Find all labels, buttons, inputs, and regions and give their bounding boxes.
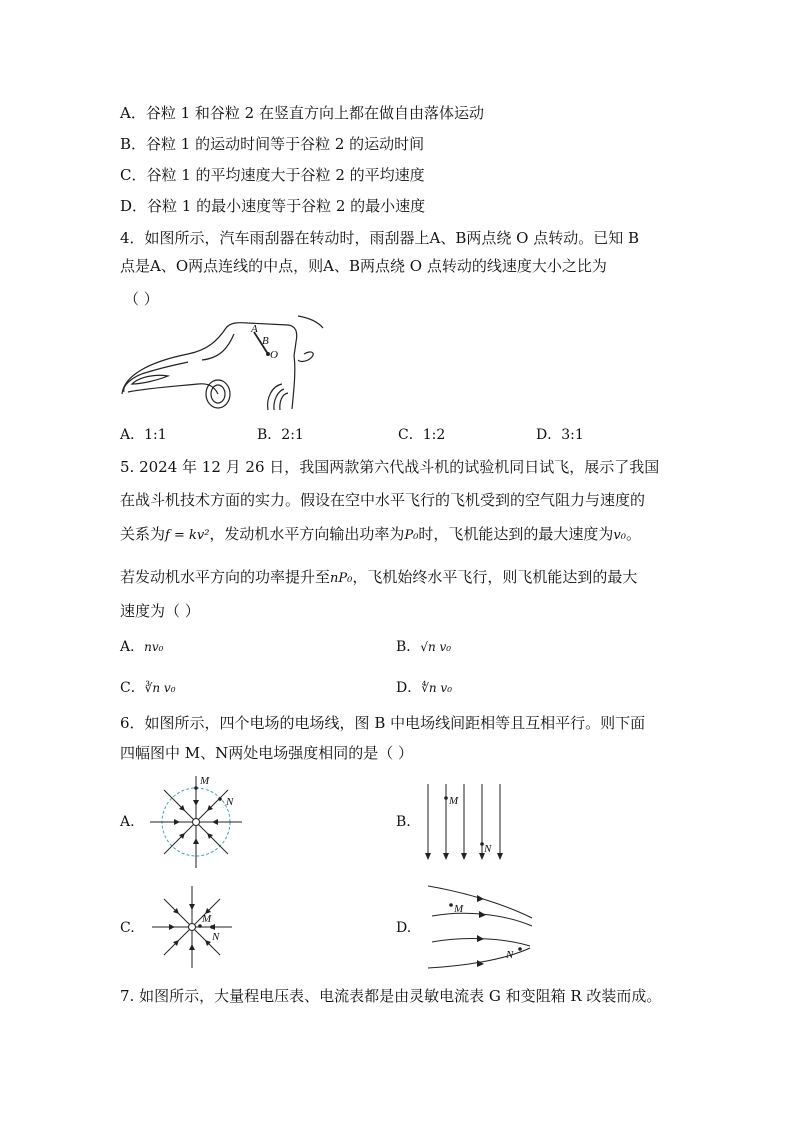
q5-stem-line2: 在战斗机技术方面的实力。假设在空中水平飞行的飞机受到的空气阻力与速度的 xyxy=(120,491,646,509)
q4-option-a: A．1:1 xyxy=(120,427,167,443)
q5-option-a: A．nv₀ xyxy=(120,639,164,655)
q4-stem-line2: 点是A、O两点连线的中点，则A、B两点绕 O 点转动的线速度大小之比为 xyxy=(120,257,607,275)
q3-option-d: D．谷粒 1 的最小速度等于谷粒 2 的最小速度 xyxy=(120,197,426,215)
q3-option-c: C．谷粒 1 的平均速度大于谷粒 2 的平均速度 xyxy=(120,166,425,184)
point-n-label: N xyxy=(506,949,514,961)
field-figure-c xyxy=(150,884,240,970)
point-n-label: N xyxy=(212,931,220,943)
q3-option-a: A．谷粒 1 和谷粒 2 在竖直方向上都在做自由落体运动 xyxy=(120,104,484,122)
q4-answer-paren: （ ） xyxy=(124,290,159,308)
car-wiper-figure xyxy=(118,314,328,414)
field-figure-a xyxy=(150,772,240,872)
q5-stem-line3: 关系为f = kv²，发动机水平方向输出功率为P₀时，飞机能达到的最大速度为v₀。 xyxy=(120,525,641,543)
q4-stem-line1: 4．如图所示，汽车雨刮器在转动时，雨刮器上A、B两点绕 O 点转动。已知 B xyxy=(120,229,640,247)
fig-c-label: C. xyxy=(120,920,135,936)
q5-option-c: C．∛n v₀ xyxy=(120,680,176,696)
fig-d-label: D. xyxy=(396,920,412,936)
q5-stem-line1: 5. 2024 年 12 月 26 日，我国两款第六代战斗机的试验机同日试飞，展示了我国 xyxy=(120,458,660,476)
q4-option-d: D．3:1 xyxy=(536,427,584,443)
point-o-label: O xyxy=(270,349,278,361)
q5-stem-line5: 速度为（ ） xyxy=(120,602,200,620)
point-m-label: M xyxy=(200,775,210,787)
point-m-label: M xyxy=(202,913,212,925)
q4-option-b: B．2:1 xyxy=(257,427,304,443)
q7-stem-line1: 7. 如图所示，大量程电压表、电流表都是由灵敏电流表 G 和变阻箱 R 改装而成。 xyxy=(120,987,662,1005)
fig-a-label: A. xyxy=(120,814,135,830)
q6-stem-line1: 6．如图所示，四个电场的电场线，图 B 中电场线间距相等且互相平行。则下面 xyxy=(120,714,646,732)
q6-stem-line2: 四幅图中 M、N两处电场强度相同的是（ ） xyxy=(120,744,414,762)
field-figure-d xyxy=(424,880,536,972)
q3-option-b: B．谷粒 1 的运动时间等于谷粒 2 的运动时间 xyxy=(120,135,425,153)
q4-option-c: C．1:2 xyxy=(398,427,446,443)
q5-option-b: B．√n v₀ xyxy=(396,639,452,655)
point-b-label: B xyxy=(262,335,269,347)
point-a-label: A xyxy=(251,323,258,335)
point-n-label: N xyxy=(484,843,492,855)
point-n-label: N xyxy=(226,796,234,808)
point-m-label: M xyxy=(454,903,464,915)
q5-option-d: D．∜n v₀ xyxy=(396,680,453,696)
fig-b-label: B. xyxy=(396,814,411,830)
q5-stem-line4: 若发动机水平方向的功率提升至nP₀，飞机始终水平飞行，则飞机能达到的最大 xyxy=(120,568,638,586)
point-m-label: M xyxy=(449,795,459,807)
field-figure-b xyxy=(420,784,510,862)
